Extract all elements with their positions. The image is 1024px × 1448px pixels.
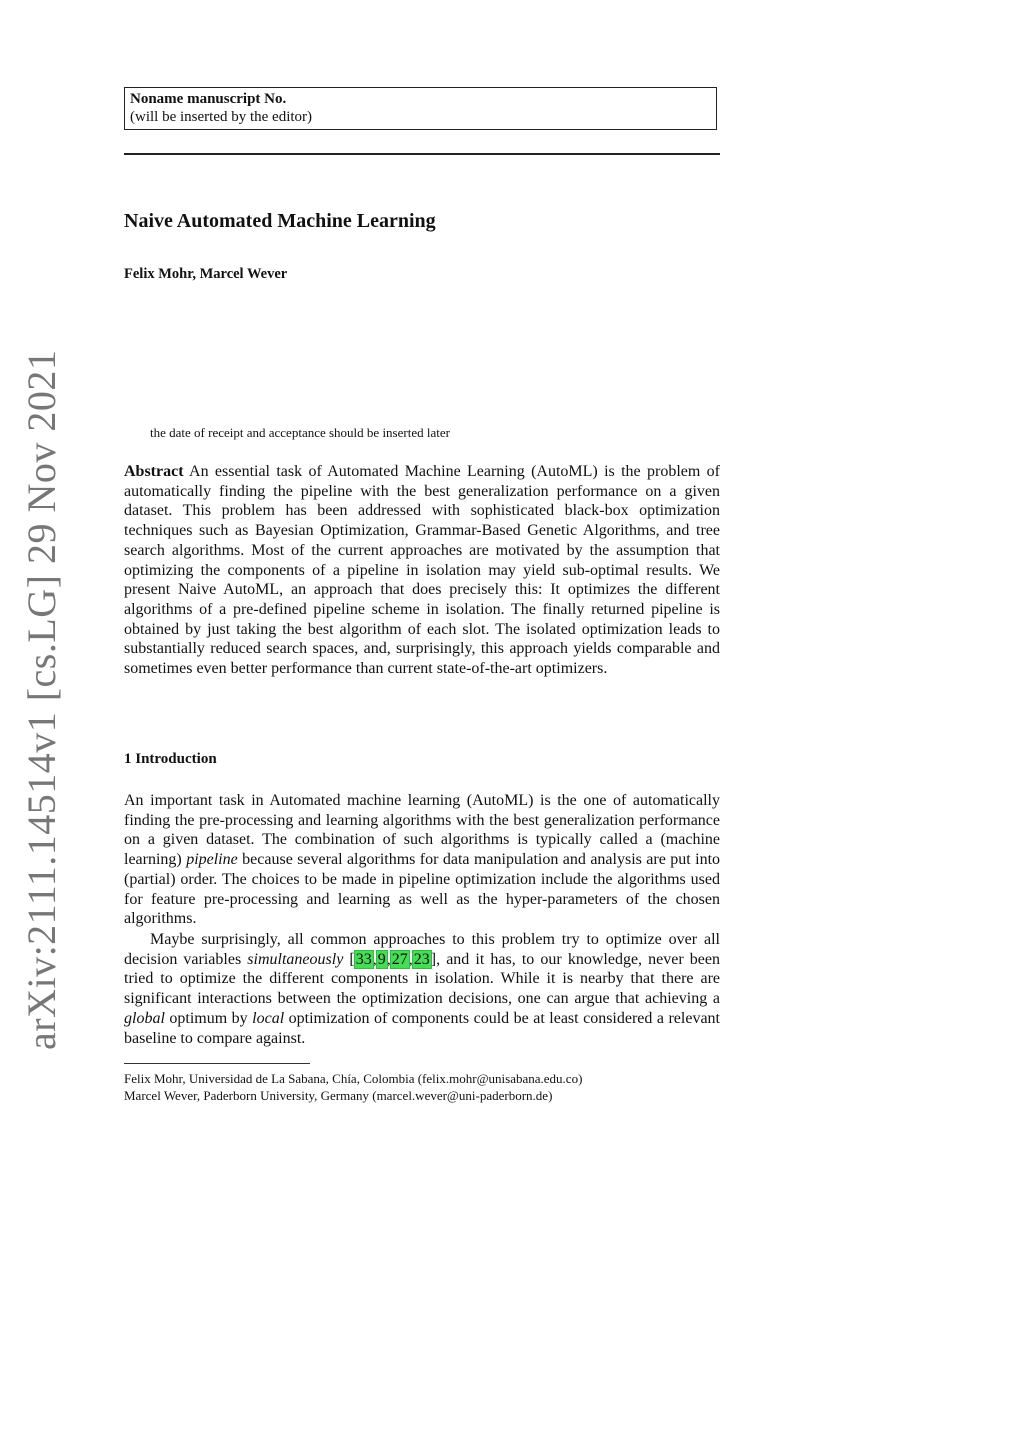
- paper-title: Naive Automated Machine Learning: [124, 210, 436, 232]
- header-rule: [124, 153, 720, 155]
- citation-open: [: [343, 950, 355, 968]
- footnote-author-2: Marcel Wever, Paderborn University, Germany (marcel.wever@uni-paderborn.de): [124, 1088, 553, 1103]
- paper-authors: Felix Mohr, Marcel Wever: [124, 266, 288, 282]
- editor-note: (will be inserted by the editor): [130, 109, 313, 125]
- intro-p1-text-a: An important task in Automated machine learning (AutoML) is the one of automatically finding the pre-processing and learning algorithms with the best generalization performance on a given dataset. The combination of such algorithms is typically called a (machine learning): [124, 792, 720, 869]
- editor-box: [124, 87, 717, 130]
- citation-close: ]: [430, 950, 437, 968]
- intro-paragraph-2: Maybe surprisingly, all common approaches to this problem try to optimize over all decision variables simultaneously [33,9,27,23], and it has, to our knowledge, never been tried to optimize the different components in isolation. While it is nearby that there are significant interactions between the optimization decisions, one can argue that achieving a global optimum by local optimization of components could be at least considered a relevant baseline to compare against.: [124, 931, 721, 1047]
- intro-paragraph-1: [124, 791, 720, 929]
- intro-p2-text-d: optimization of components could be at least considered a relevant baseline to compare against.: [124, 1009, 721, 1047]
- intro-p2-emphasis-1: simultaneously: [247, 950, 344, 968]
- intro-p2-emphasis-3: local: [252, 1009, 285, 1027]
- abstract-label: Abstract: [124, 463, 184, 480]
- citation-link[interactable]: 9: [377, 950, 386, 968]
- citation-link[interactable]: 23: [413, 950, 430, 968]
- date-line: the date of receipt and acceptance should be inserted later: [150, 425, 450, 440]
- arxiv-identifier: arXiv:2111.14514v1 [cs.LG] 29 Nov 2021: [19, 349, 64, 1050]
- intro-p2-emphasis-2: global: [124, 1009, 165, 1027]
- intro-p2-text-c: optimum by: [164, 1009, 253, 1027]
- citation-link[interactable]: 27: [391, 950, 408, 968]
- abstract: [124, 462, 720, 679]
- footnote-author-1: Felix Mohr, Universidad de La Sabana, Chía, Colombia (felix.mohr@unisabana.edu.co): [124, 1071, 583, 1086]
- abstract-text: An essential task of Automated Machine Learning (AutoML) is the problem of automatically finding the pipeline with the best generalization performance on a given dataset. This problem has been addressed with sophisticated black-box optimization techniques such as Bayesian Optimization, Grammar-Based Genetic Algorithms, and tree search algorithms. Most of the current approaches are motivated by the assumption that optimizing the components of a pipeline in isolation may yield sub-optimal results. We present Naive AutoML, an approach that does precisely this: It optimizes the different algorithms of a pre-defined pipeline scheme in isolation. The finally returned pipeline is obtained by just taking the best algorithm of each slot. The isolated optimization leads to substantially reduced search spaces, and, surprisingly, this approach yields comparable and sometimes even better performance than current state-of-the-art optimizers.: [124, 463, 720, 678]
- manuscript-number: Noname manuscript No.: [130, 91, 287, 107]
- intro-p1-emphasis: pipeline: [186, 851, 238, 869]
- footnotes: [124, 1070, 720, 1104]
- citation-link[interactable]: 33: [355, 950, 372, 968]
- intro-p2-text-b: , and it has, to our knowledge, never been tried to optimize the different components in isolation. While it is nearby that there are significant interactions between the optimization decisions, one can argue that achieving a: [124, 950, 721, 1008]
- intro-p2-text-a: Maybe surprisingly, all common approaches to this problem try to optimize over all decision variables: [124, 931, 720, 968]
- intro-p1-text-b: because several algorithms for data manipulation and analysis are put into (partial) order. The choices to be made in pipeline optimization include the algorithms used for feature pre-processing and learning as well as the hyper-parameters of the chosen algorithms.: [124, 851, 721, 928]
- footnote-rule: [124, 1063, 310, 1064]
- section-heading: 1 Introduction: [124, 751, 217, 767]
